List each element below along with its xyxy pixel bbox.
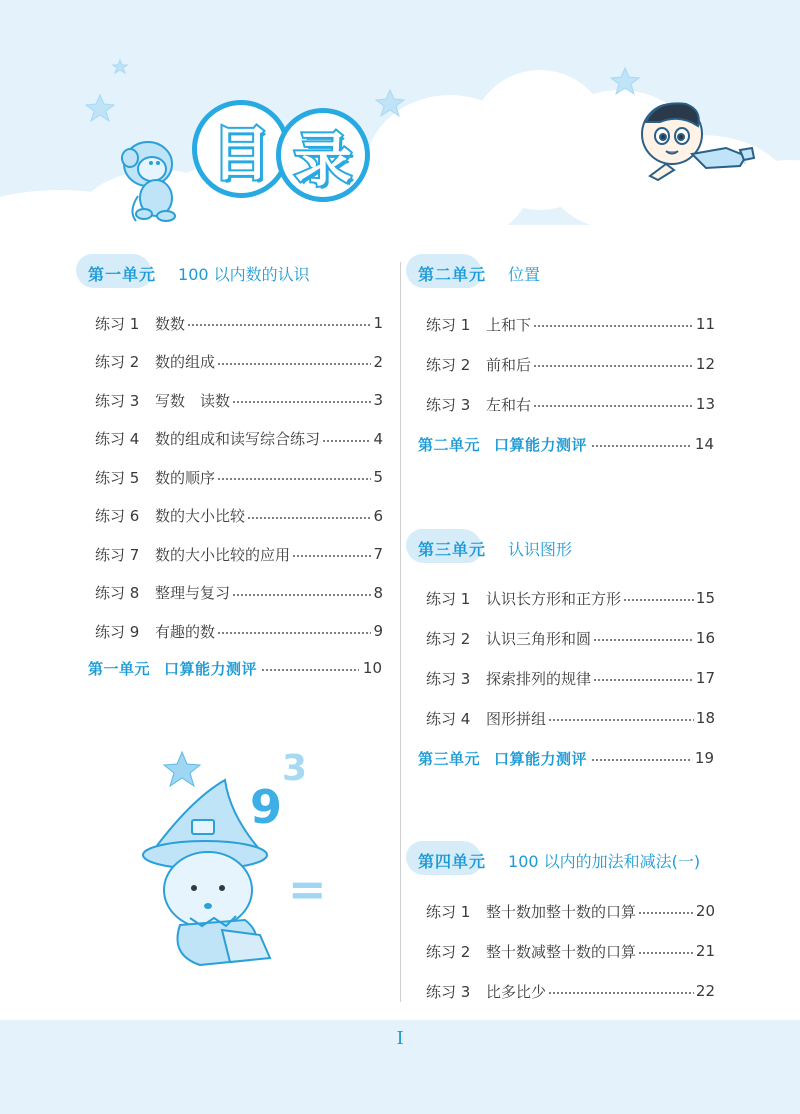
assessment-page: 19 bbox=[694, 749, 714, 767]
leader-dots bbox=[533, 405, 694, 407]
leader-dots bbox=[591, 759, 691, 761]
leader-dots bbox=[247, 517, 371, 519]
exercise-name: 整理与复习 bbox=[155, 584, 231, 602]
exercise-page: 13 bbox=[695, 395, 715, 413]
exercise-name: 数数 bbox=[155, 314, 186, 333]
exercise-label: 练习 2 bbox=[426, 942, 471, 961]
exercise-name: 数的顺序 bbox=[155, 468, 216, 487]
unit1-assessment-row[interactable] bbox=[88, 657, 382, 679]
exercise-name: 数的组成和读写综合练习 bbox=[155, 430, 321, 448]
exercise-label: 练习 1 bbox=[95, 314, 140, 333]
unit4-header bbox=[418, 845, 700, 875]
toc-entry[interactable] bbox=[95, 505, 383, 527]
toc-entry[interactable] bbox=[95, 620, 383, 642]
toc-entry[interactable] bbox=[426, 353, 715, 375]
unit2-header bbox=[418, 258, 540, 288]
unit3-header bbox=[418, 533, 572, 563]
leader-dots bbox=[217, 632, 371, 634]
exercise-label: 练习 4 bbox=[426, 709, 471, 728]
unit3-title: 认识图形 bbox=[508, 539, 573, 559]
exercise-page: 20 bbox=[695, 902, 715, 920]
exercise-page: 9 bbox=[373, 622, 383, 640]
leader-dots bbox=[591, 445, 691, 447]
exercise-name: 比多比少 bbox=[486, 982, 547, 1001]
exercise-page: 8 bbox=[373, 583, 383, 602]
leader-dots bbox=[217, 478, 371, 480]
toc-entry[interactable] bbox=[95, 389, 383, 411]
exercise-page: 15 bbox=[695, 589, 715, 607]
leader-dots bbox=[187, 324, 371, 326]
title-bubble-lu bbox=[276, 108, 370, 202]
exercise-name: 认识三角形和圆 bbox=[486, 629, 592, 648]
exercise-label: 练习 7 bbox=[95, 545, 140, 564]
toc-entry[interactable] bbox=[426, 587, 715, 609]
assessment-unit: 第一单元 bbox=[88, 659, 151, 678]
exercise-name: 整十数加整十数的口算 bbox=[486, 902, 637, 921]
title-char-mu: 目 bbox=[211, 120, 270, 188]
exercise-name: 数的组成 bbox=[155, 353, 216, 371]
leader-dots bbox=[261, 669, 359, 671]
exercise-page: 22 bbox=[695, 982, 715, 1000]
assessment-page: 14 bbox=[694, 435, 714, 453]
exercise-label: 练习 1 bbox=[426, 315, 471, 334]
unit4-title: 100 以内的加法和减法(一) bbox=[508, 851, 701, 871]
exercise-page: 5 bbox=[373, 468, 383, 486]
exercise-label: 练习 8 bbox=[95, 584, 140, 602]
boy-character bbox=[636, 96, 756, 196]
exercise-name: 数的大小比较的应用 bbox=[155, 545, 291, 564]
toc-entry[interactable] bbox=[95, 466, 383, 488]
unit2-name: 第二单元 bbox=[418, 264, 487, 284]
exercise-label: 练习 2 bbox=[426, 355, 471, 374]
leader-dots bbox=[623, 599, 694, 601]
toc-entry[interactable] bbox=[95, 582, 383, 604]
leader-dots bbox=[548, 992, 694, 994]
leader-dots bbox=[232, 401, 371, 403]
toc-entry[interactable] bbox=[95, 351, 383, 373]
exercise-name: 上和下 bbox=[486, 315, 532, 334]
leader-dots bbox=[638, 952, 694, 954]
page-number: I bbox=[396, 1028, 404, 1049]
exercise-page: 16 bbox=[695, 629, 715, 647]
assessment-name: 口算能力测评 bbox=[494, 435, 588, 454]
exercise-page: 11 bbox=[695, 315, 715, 333]
toc-entry[interactable] bbox=[95, 428, 383, 450]
toc-entry[interactable] bbox=[426, 313, 715, 335]
assessment-name: 口算能力测评 bbox=[164, 659, 258, 678]
leader-dots bbox=[548, 719, 694, 721]
unit1-name: 第一单元 bbox=[88, 264, 157, 284]
exercise-page: 4 bbox=[373, 429, 383, 448]
leader-dots bbox=[292, 555, 371, 557]
unit3-assessment-row[interactable] bbox=[418, 747, 714, 769]
assessment-name: 口算能力测评 bbox=[494, 749, 588, 768]
exercise-page: 21 bbox=[695, 942, 715, 960]
exercise-name: 认识长方形和正方形 bbox=[486, 589, 622, 608]
monkey-character bbox=[118, 136, 188, 226]
exercise-name: 有趣的数 bbox=[155, 622, 216, 641]
exercise-page: 2 bbox=[373, 352, 383, 371]
exercise-page: 6 bbox=[373, 506, 383, 525]
exercise-label: 练习 3 bbox=[95, 391, 140, 410]
unit2-title: 位置 bbox=[508, 264, 541, 284]
toc-entry[interactable] bbox=[426, 667, 715, 689]
exercise-label: 练习 1 bbox=[426, 902, 471, 921]
exercise-label: 练习 2 bbox=[95, 353, 140, 371]
exercise-page: 7 bbox=[373, 545, 383, 563]
exercise-label: 练习 3 bbox=[426, 395, 471, 414]
unit3-name: 第三单元 bbox=[418, 539, 487, 559]
leader-dots bbox=[217, 363, 371, 365]
leader-dots bbox=[533, 325, 694, 327]
unit2-assessment-label bbox=[418, 434, 587, 455]
title-char-lu: 录 bbox=[293, 126, 352, 194]
toc-entry[interactable] bbox=[426, 393, 715, 415]
toc-entry[interactable] bbox=[426, 980, 715, 1002]
unit4-name: 第四单元 bbox=[418, 851, 487, 871]
exercise-label: 练习 5 bbox=[95, 468, 140, 487]
exercise-label: 练习 3 bbox=[426, 982, 471, 1001]
exercise-name: 前和后 bbox=[486, 355, 532, 374]
exercise-label: 练习 3 bbox=[426, 669, 471, 688]
leader-dots bbox=[232, 594, 371, 596]
unit2-assessment-row[interactable] bbox=[418, 433, 714, 455]
exercise-page: 3 bbox=[373, 391, 383, 409]
exercise-label: 练习 1 bbox=[426, 589, 471, 608]
exercise-name: 图形拼组 bbox=[486, 709, 547, 728]
exercise-name: 左和右 bbox=[486, 395, 532, 414]
exercise-page: 12 bbox=[695, 355, 715, 373]
assessment-page: 10 bbox=[362, 659, 382, 677]
exercise-page: 1 bbox=[373, 314, 383, 332]
unit1-assessment-label bbox=[88, 658, 257, 679]
toc-entry[interactable] bbox=[95, 312, 383, 334]
leader-dots bbox=[638, 912, 694, 914]
decor-number-3: 3 bbox=[282, 748, 308, 789]
assessment-unit: 第三单元 bbox=[418, 749, 481, 768]
exercise-label: 练习 6 bbox=[95, 507, 140, 525]
exercise-label: 练习 9 bbox=[95, 622, 140, 641]
toc-entry[interactable] bbox=[426, 707, 715, 729]
leader-dots bbox=[533, 365, 694, 367]
unit1-title: 100 以内数的认识 bbox=[178, 264, 310, 284]
exercise-name: 数的大小比较 bbox=[155, 507, 246, 525]
unit1-header bbox=[88, 258, 310, 288]
toc-entry[interactable] bbox=[95, 543, 383, 565]
unit3-assessment-label bbox=[418, 748, 587, 769]
leader-dots bbox=[593, 639, 694, 641]
toc-entry[interactable] bbox=[426, 940, 715, 962]
decor-equals: = bbox=[288, 862, 327, 916]
leader-dots bbox=[322, 440, 371, 442]
column-divider bbox=[400, 262, 401, 1002]
toc-entry[interactable] bbox=[426, 627, 715, 649]
assessment-unit: 第二单元 bbox=[418, 435, 481, 454]
exercise-label: 练习 4 bbox=[95, 430, 140, 448]
exercise-page: 17 bbox=[695, 669, 715, 687]
exercise-name: 写数 读数 bbox=[155, 391, 231, 410]
exercise-page: 18 bbox=[695, 709, 715, 727]
exercise-name: 整十数减整十数的口算 bbox=[486, 942, 637, 961]
exercise-label: 练习 2 bbox=[426, 629, 471, 648]
leader-dots bbox=[593, 679, 694, 681]
toc-entry[interactable] bbox=[426, 900, 715, 922]
exercise-name: 探索排列的规律 bbox=[486, 669, 592, 688]
decor-number-9: 9 bbox=[250, 780, 283, 834]
